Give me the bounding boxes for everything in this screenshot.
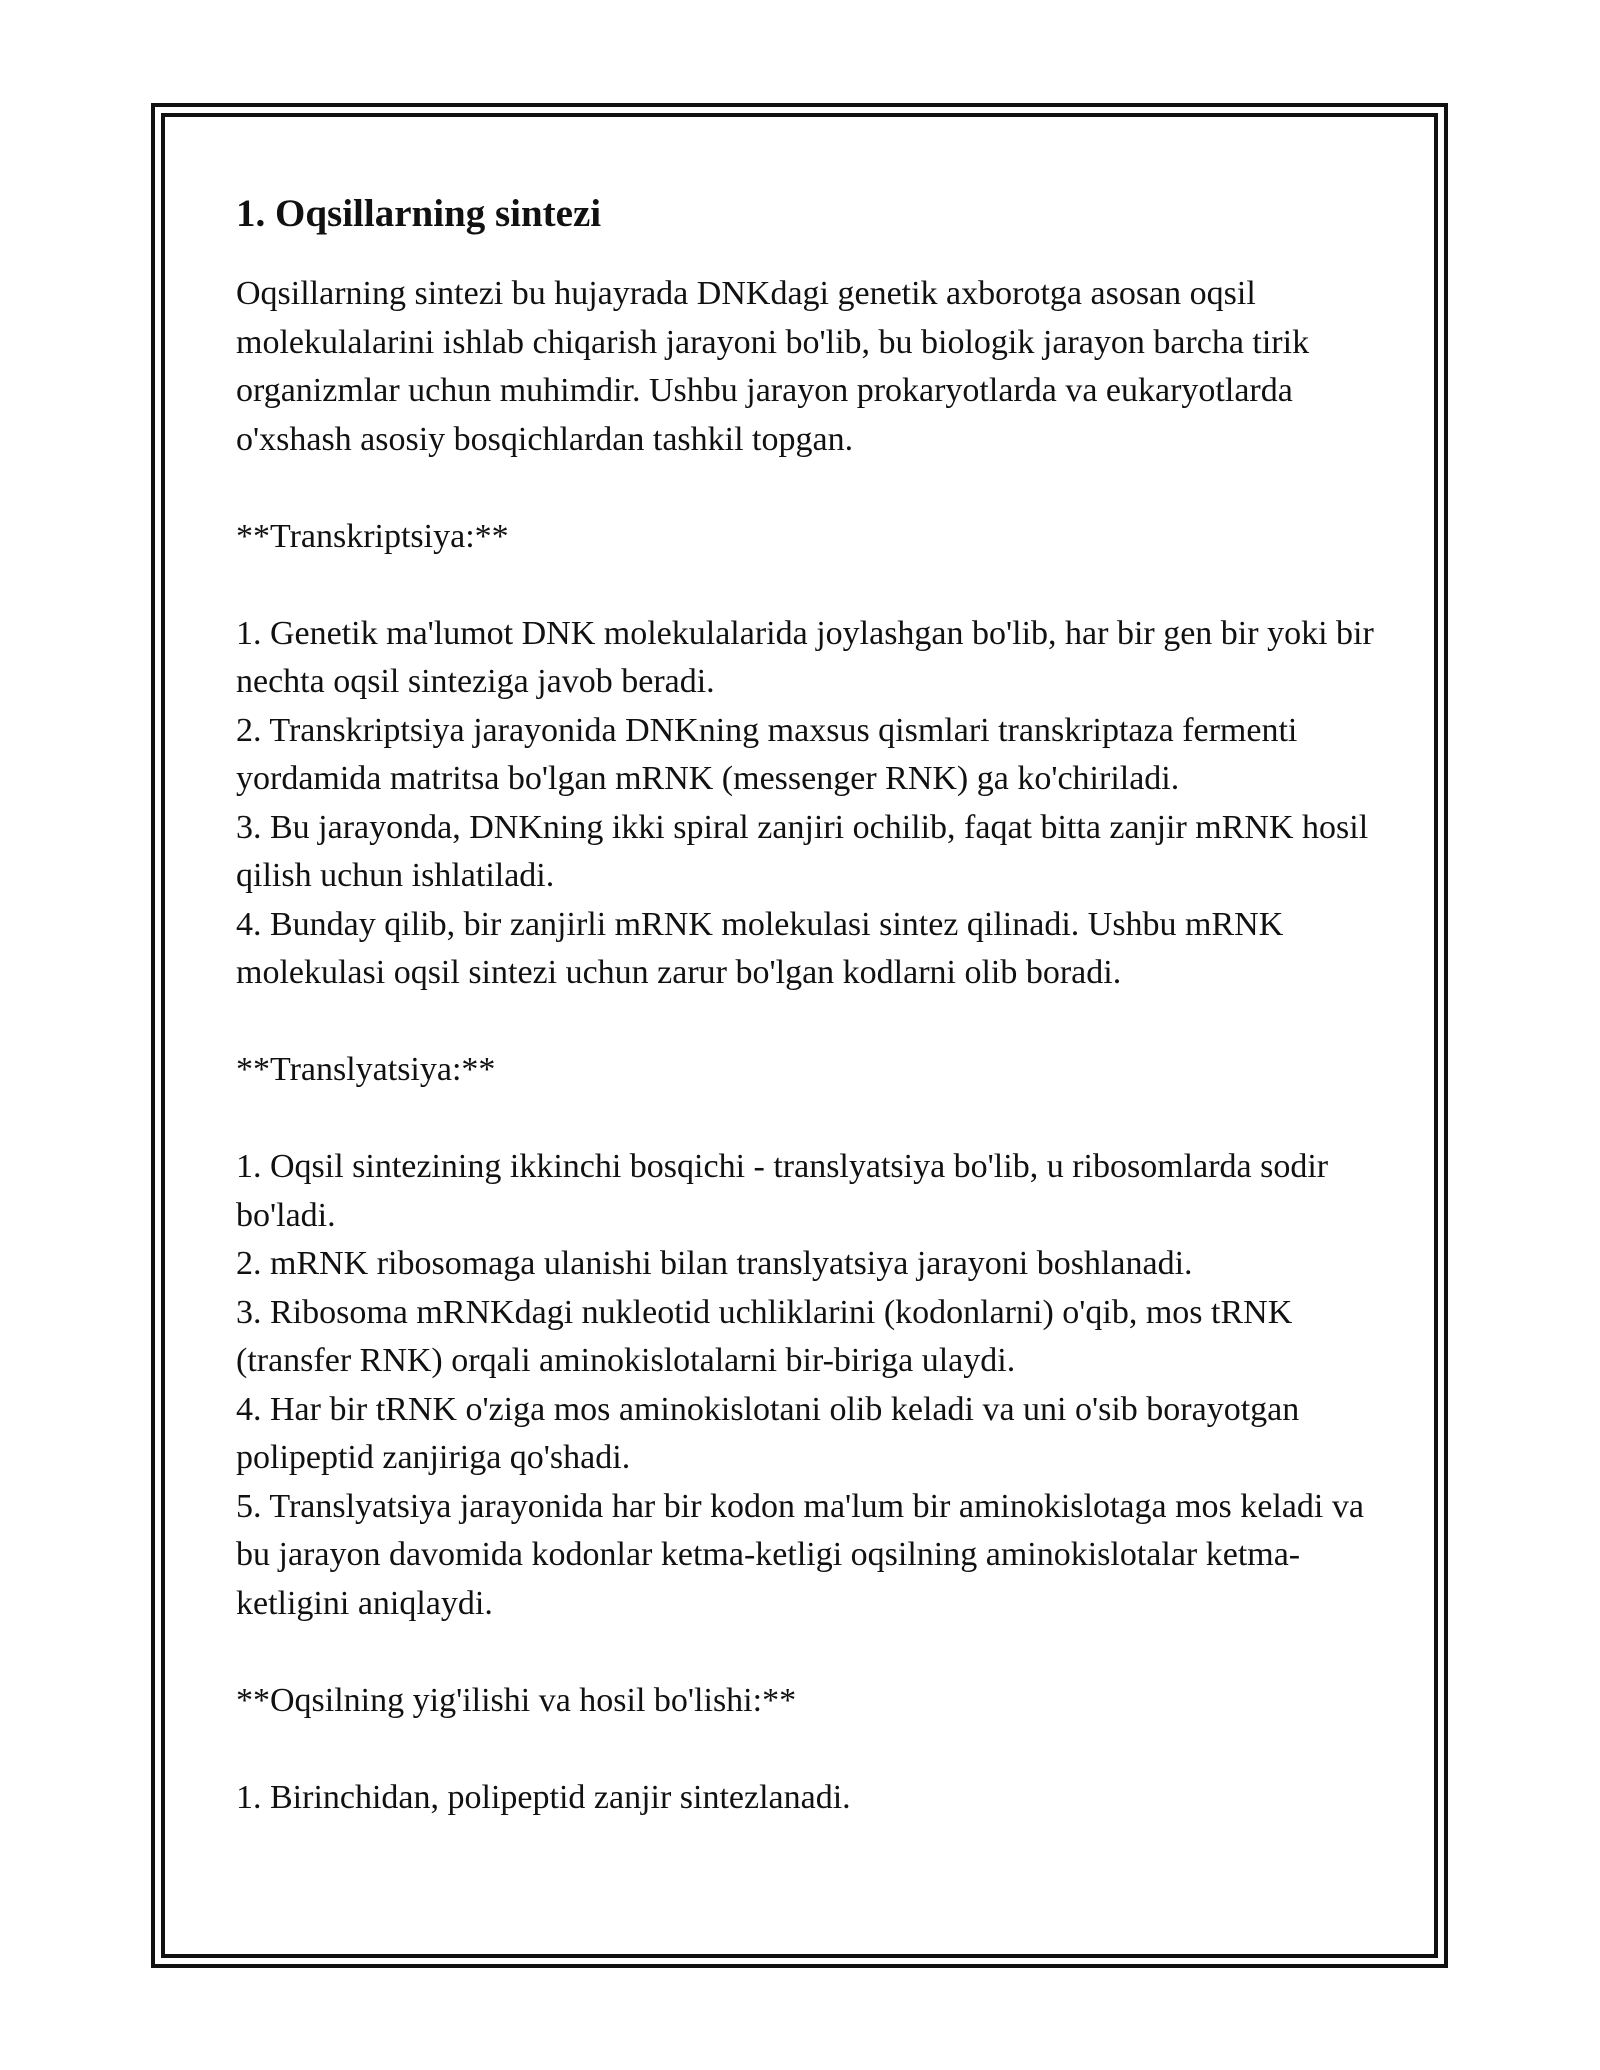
spacer bbox=[236, 1725, 1376, 1774]
list-item: 1. Birinchidan, polipeptid zanjir sintezlanadi. bbox=[236, 1778, 851, 1816]
document-content bbox=[236, 188, 1376, 1822]
spacer bbox=[236, 1628, 1376, 1677]
list-item: 2. mRNK ribosomaga ulanishi bilan translyatsiya jarayoni boshlanadi. bbox=[236, 1245, 1193, 1282]
list-item: 1. Genetik ma'lumot DNK molekulalarida joylashgan bo'lib, har bir gen bir yoki bir nechta oqsil sinteziga javob beradi. bbox=[236, 614, 1374, 700]
spacer bbox=[236, 998, 1376, 1047]
intro-paragraph: Oqsillarning sintezi bu hujayrada DNKdagi genetik axborotga asosan oqsil molekulalarini ishlab chiqarish jarayoni bo'lib, bu biologik jarayon barcha tirik organizmlar uchun muhimdir. Ushbu jarayon prokaryotlarda va eukaryotlarda o'xshash asosiy bosqichlardan tashkil topgan. bbox=[236, 275, 1310, 458]
list-item: 5. Translyatsiya jarayonida har bir kodon ma'lum bir aminokislotaga mos keladi va bu jarayon davomida kodonlar ketma-ketligi oqsilning aminokislotalar ketma-ketligini aniqlaydi. bbox=[236, 1487, 1364, 1622]
list-item: 2. Transkriptsiya jarayonida DNKning maxsus qismlari transkriptaza fermenti yordamida matritsa bo'lgan mRNK (messenger RNK) ga ko'chiriladi. bbox=[236, 711, 1298, 797]
list-item: 3. Ribosoma mRNKdagi nukleotid uchliklarini (kodonlarni) o'qib, mos tRNK (transfer RNK) orqali aminokislotalarni bir-biriga ulaydi. bbox=[236, 1293, 1293, 1379]
list-item: 4. Bunday qilib, bir zanjirli mRNK molekulasi sintez qilinadi. Ushbu mRNK molekulasi oqsil sintezi uchun zarur bo'lgan kodlarni olib boradi. bbox=[236, 905, 1284, 991]
section-title: **Oqsilning yig'ilishi va hosil bo'lishi:** bbox=[236, 1681, 797, 1719]
section-title: **Translyatsiya:** bbox=[236, 1051, 496, 1088]
section-oqsil-yigilishi bbox=[236, 1677, 1376, 1823]
document-heading: 1. Oqsillarning sintezi bbox=[236, 192, 602, 235]
section-translyatsiya bbox=[236, 1046, 1376, 1628]
spacer bbox=[236, 1095, 1376, 1144]
spacer bbox=[236, 561, 1376, 610]
section-title: **Transkriptsiya:** bbox=[236, 517, 509, 555]
list-item: 3. Bu jarayonda, DNKning ikki spiral zanjiri ochilib, faqat bitta zanjir mRNK hosil qilish uchun ishlatiladi. bbox=[236, 808, 1369, 894]
section-transkriptsiya bbox=[236, 513, 1376, 998]
list-item: 4. Har bir tRNK o'ziga mos aminokislotani olib keladi va uni o'sib borayotgan polipeptid zanjiriga qo'shadi. bbox=[236, 1390, 1300, 1476]
list-item: 1. Oqsil sintezining ikkinchi bosqichi - translyatsiya bo'lib, u ribosomlarda sodir bo'ladi. bbox=[236, 1148, 1329, 1234]
spacer bbox=[236, 464, 1376, 513]
